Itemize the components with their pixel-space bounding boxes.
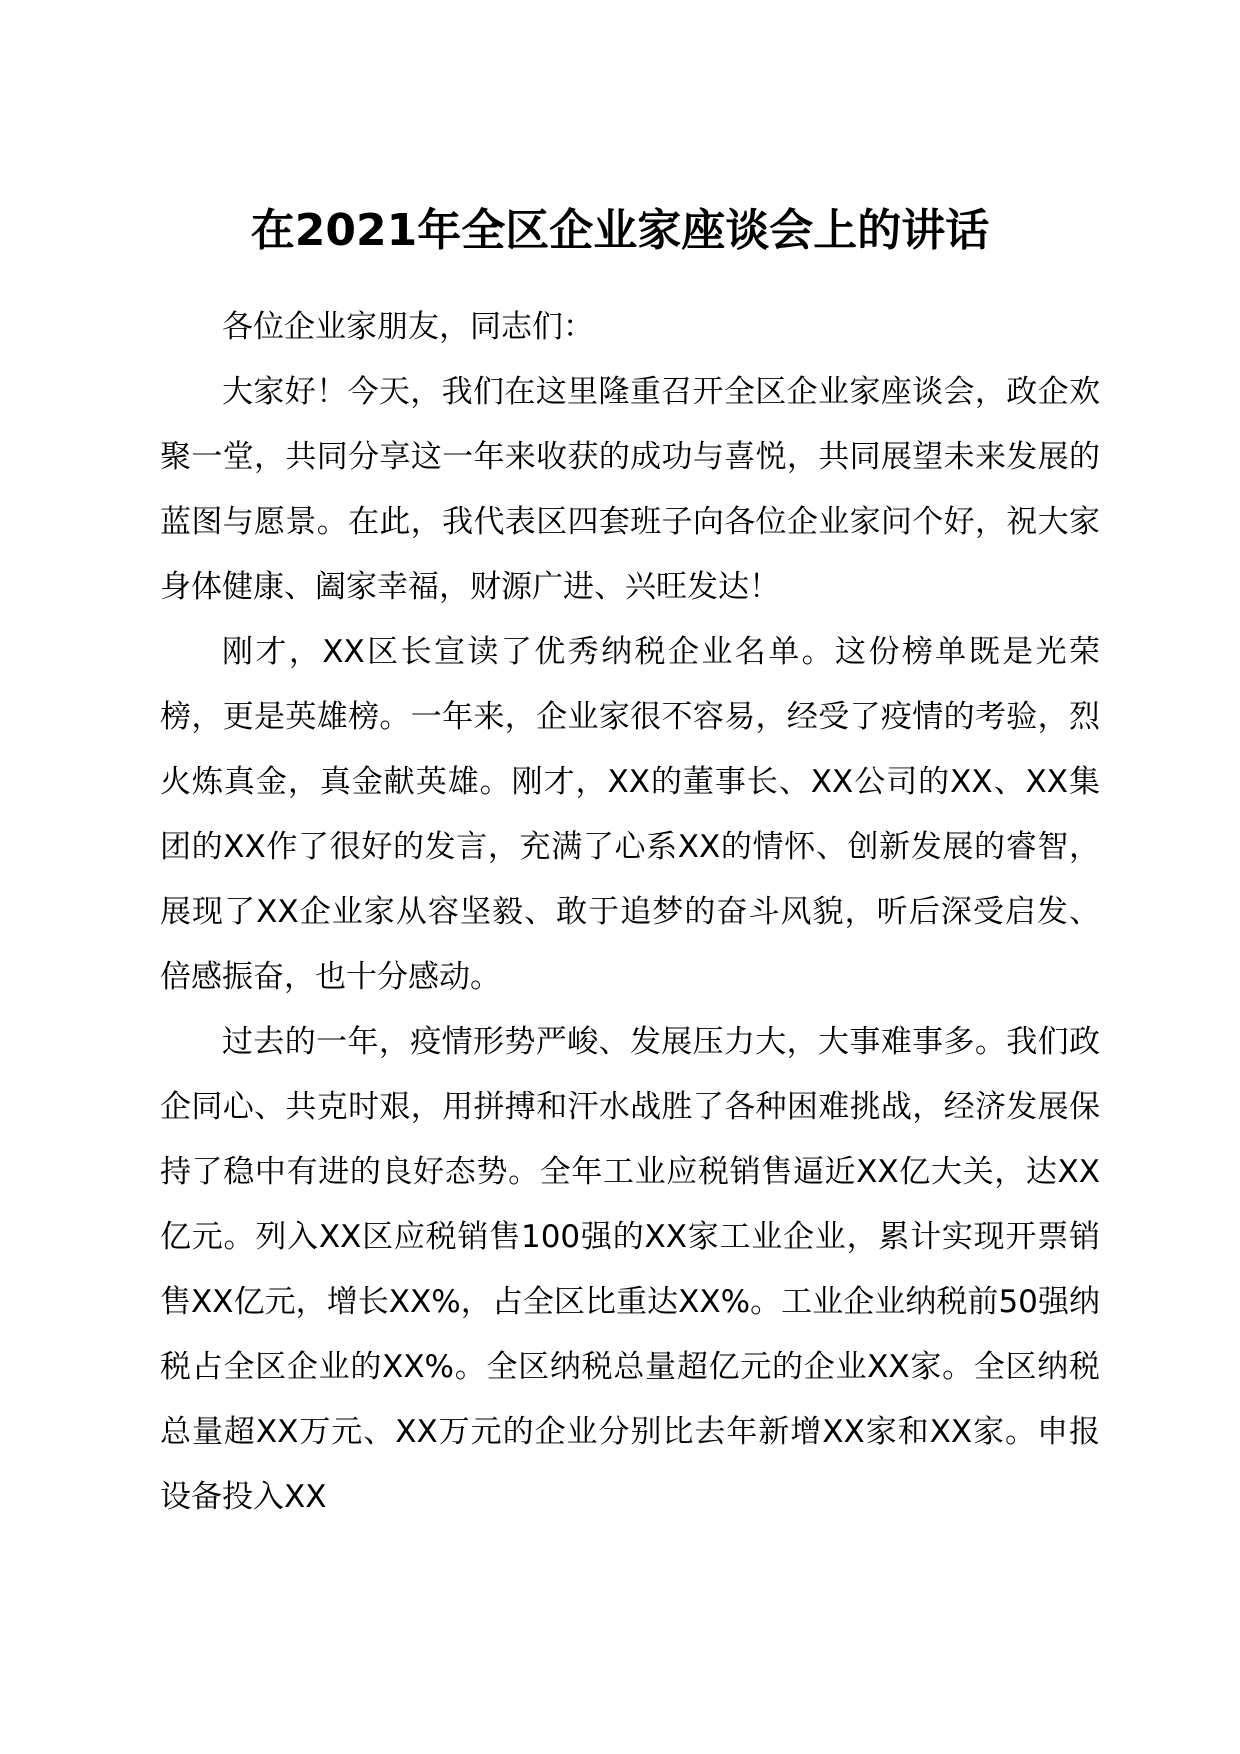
salutation: 各位企业家朋友，同志们： bbox=[222, 309, 594, 345]
paragraph: 大家好！今天，我们在这里隆重召开全区企业家座谈会，政企欢聚一堂，共同分享这一年来收获的成功与喜悦，共同展望未来发展的蓝图与愿景。在此，我代表区四套班子向各位企业家问个好，祝大家身体健康、阖家幸福，财源广进、兴旺发达！ bbox=[160, 374, 1100, 605]
paragraph: 刚才，XX区长宣读了优秀纳税企业名单。这份榜单既是光荣榜，更是英雄榜。一年来，企业家很不容易，经受了疫情的考验，烈火炼真金，真金献英雄。刚才，XX的董事长、XX公司的XX、XX集团的XX作了很好的发言，充满了心系XX的情怀、创新发展的睿智，展现了XX企业家从容坚毅、敢于追梦的奋斗风貌，听后深受启发、倍感振奋，也十分感动。 bbox=[160, 634, 1100, 995]
paragraph: 过去的一年，疫情形势严峻、发展压力大，大事难事多。我们政企同心、共克时艰，用拼搏和汗水战胜了各种困难挑战，经济发展保持了稳中有进的良好态势。全年工业应税销售逼近XX亿大关，达XX亿元。列入XX区应税销售100强的XX家工业企业，累计实现开票销售XX亿元，增长XX%，占全区比重达XX%。工业企业纳税前50强纳税占全区企业的XX%。全区纳税总量超亿元的企业XX家。全区纳税总量超XX万元、XX万元的企业分别比去年新增XX家和XX家。申报设备投入XX bbox=[160, 1024, 1100, 1515]
document-body bbox=[160, 295, 1100, 1530]
document-title: 在2021年全区企业家座谈会上的讲话 bbox=[250, 205, 990, 256]
